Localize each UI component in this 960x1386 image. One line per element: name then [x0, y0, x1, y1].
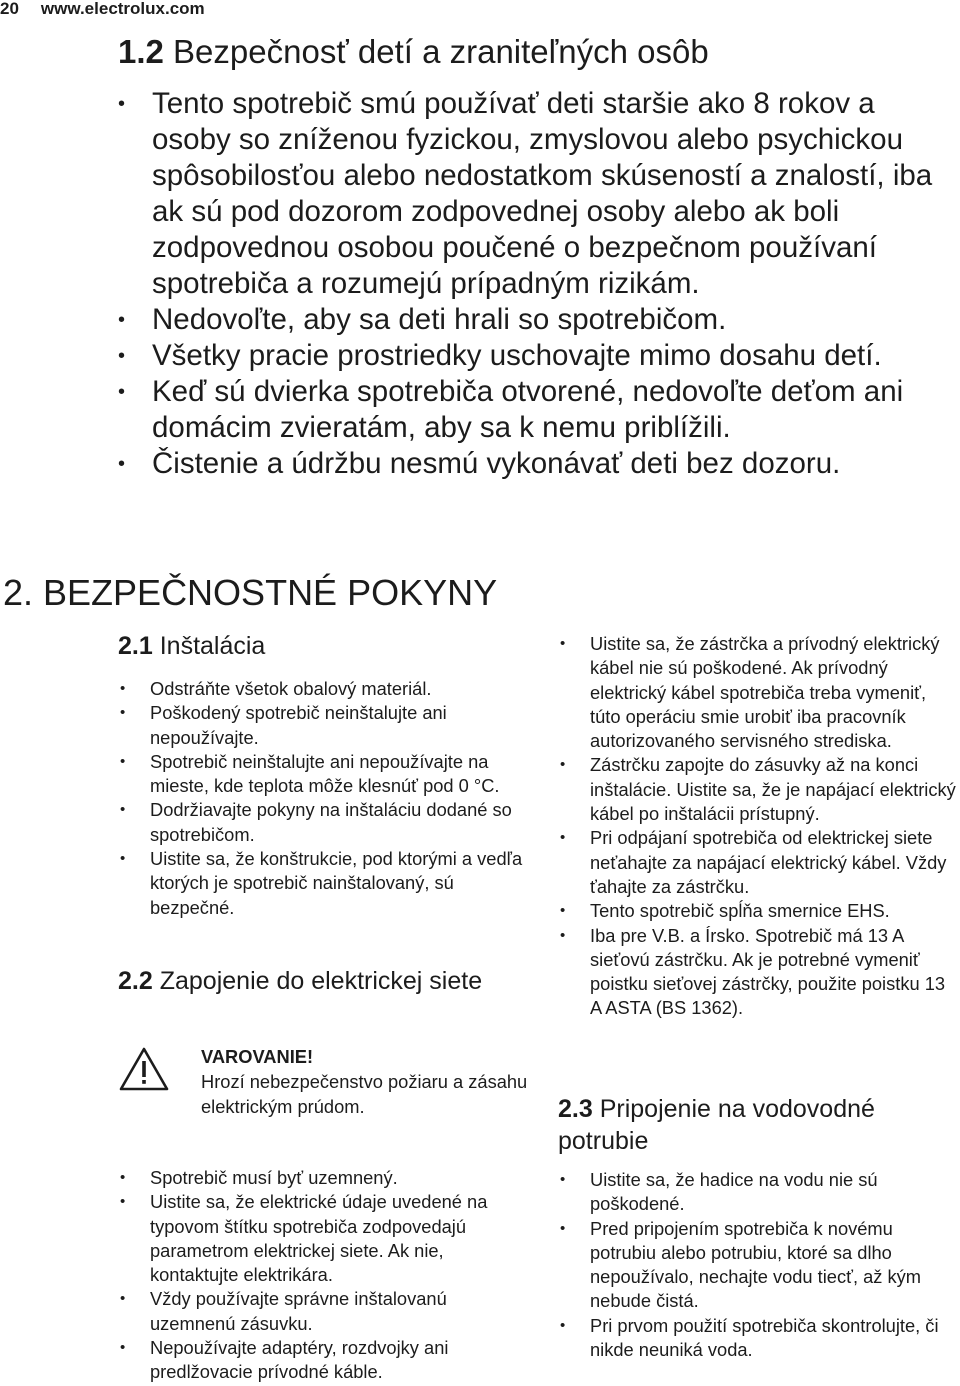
site-url: www.electrolux.com [40, 0, 205, 18]
list-item: • Dodržiavajte pokyny na inštaláciu dodané so spotrebičom. [118, 798, 538, 847]
list-item: • Tento spotrebič spĺňa smernice EHS. [558, 899, 958, 923]
list-item: • Poškodený spotrebič neinštalujte ani nepoužívajte. [118, 701, 538, 750]
list-item: • Uistite sa, že elektrické údaje uvedené na typovom štítku spotrebiča zodpovedajú parametrom elektrickej siete. Ak nie, kontaktujte elektrikára. [118, 1190, 528, 1287]
list-item: • Iba pre V.B. a Írsko. Spotrebič má 13 A sieťovú zástrčku. Ak je potrebné vymeniť poistku sieťovej zástrčky, použite poistku 13 A ASTA (BS 1362). [558, 924, 958, 1021]
water-connection-list [558, 1168, 958, 1362]
section-1-2-heading [118, 32, 709, 72]
section-number: 2.2 [118, 967, 153, 995]
section-title: Zapojenie do elektrickej siete [159, 967, 483, 995]
section-2-3-heading [558, 1093, 938, 1157]
list-item: • Spotrebič musí byť uzemnený. [118, 1166, 528, 1190]
section-2-heading: 2. BEZPEČNOSTNÉ POKYNY [3, 572, 498, 613]
list-item: • Pred pripojením spotrebiča k novému potrubiu alebo potrubiu, ktoré sa dlho nepoužívalo, nechajte vodu tiecť, až kým nebude čistá. [558, 1217, 958, 1314]
installation-list [118, 677, 538, 920]
warning-text: Hrozí nebezpečenstvo požiaru a zásahu elektrickým prúdom. [201, 1071, 528, 1117]
list-item: • Uistite sa, že konštrukcie, pod ktorými a vedľa ktorých je spotrebič nainštalovaný, sú bezpečné. [118, 847, 538, 920]
section-2-2-heading [118, 965, 498, 997]
list-item: • Zástrčku zapojte do zásuvky až na konci inštalácie. Uistite sa, že je napájací elektrický kábel po inštalácii prístupný. [558, 753, 958, 826]
list-item: • Keď sú dvierka spotrebiča otvorené, nedovoľte deťom ani domácim zvieratám, aby sa k nemu priblížili. [118, 374, 960, 446]
electrical-list-left [118, 1166, 528, 1385]
page-number: 20 [0, 0, 19, 18]
section-number: 2.1 [118, 632, 153, 660]
list-item: • Vždy používajte správne inštalovanú uzemnenú zásuvku. [118, 1287, 528, 1336]
section-2-1-heading [118, 630, 538, 662]
warning-title: VAROVANIE! [201, 1046, 314, 1067]
list-item: • Uistite sa, že hadice na vodu nie sú poškodené. [558, 1168, 958, 1217]
list-item: • Tento spotrebič smú používať deti staršie ako 8 rokov a osoby so zníženou fyzickou, zmyslovou alebo psychickou spôsobilosťou alebo nedostatkom skúseností a znalostí, iba ak sú pod dozorom zodpovednej osoby alebo ak boli zodpovednou osobou poučené o bezpečnom používaní spotrebiča a rozumejú prípadným rizikám. [118, 86, 960, 302]
list-item: • Všetky pracie prostriedky uschovajte mimo dosahu detí. [118, 338, 960, 374]
section-number: 2.3 [558, 1095, 593, 1123]
warning-triangle-icon [118, 1046, 170, 1092]
list-item: • Pri prvom použití spotrebiča skontrolujte, či nikde neuniká voda. [558, 1314, 958, 1363]
section-title: Inštalácia [159, 632, 266, 660]
list-item: • Nepoužívajte adaptéry, rozdvojky ani predlžovacie prívodné káble. [118, 1336, 528, 1385]
section-title: Pripojenie na vodovodné potrubie [558, 1095, 875, 1155]
list-item: • Uistite sa, že zástrčka a prívodný elektrický kábel nie sú poškodené. Ak prívodný elektrický kábel spotrebiča treba vymeniť, túto operáciu smie urobiť iba pracovník autorizovaného servisného strediska. [558, 632, 958, 753]
child-safety-list [118, 86, 960, 482]
list-item: • Pri odpájaní spotrebiča od elektrickej siete neťahajte za napájací elektrický kábel. Vždy ťahajte za zástrčku. [558, 826, 958, 899]
section-title: Bezpečnosť detí a zraniteľných osôb [173, 33, 709, 70]
list-item: • Čistenie a údržbu nesmú vykonávať deti bez dozoru. [118, 446, 960, 482]
section-number: 1.2 [118, 33, 164, 70]
electrical-list-right [558, 632, 958, 1021]
list-item: • Spotrebič neinštalujte ani nepoužívajte na mieste, kde teplota môže klesnúť pod 0 °C. [118, 750, 538, 799]
list-item: • Odstráňte všetok obalový materiál. [118, 677, 538, 701]
page-header [0, 0, 205, 17]
list-item: • Nedovoľte, aby sa deti hrali so spotrebičom. [118, 302, 960, 338]
warning-box [201, 1044, 531, 1119]
